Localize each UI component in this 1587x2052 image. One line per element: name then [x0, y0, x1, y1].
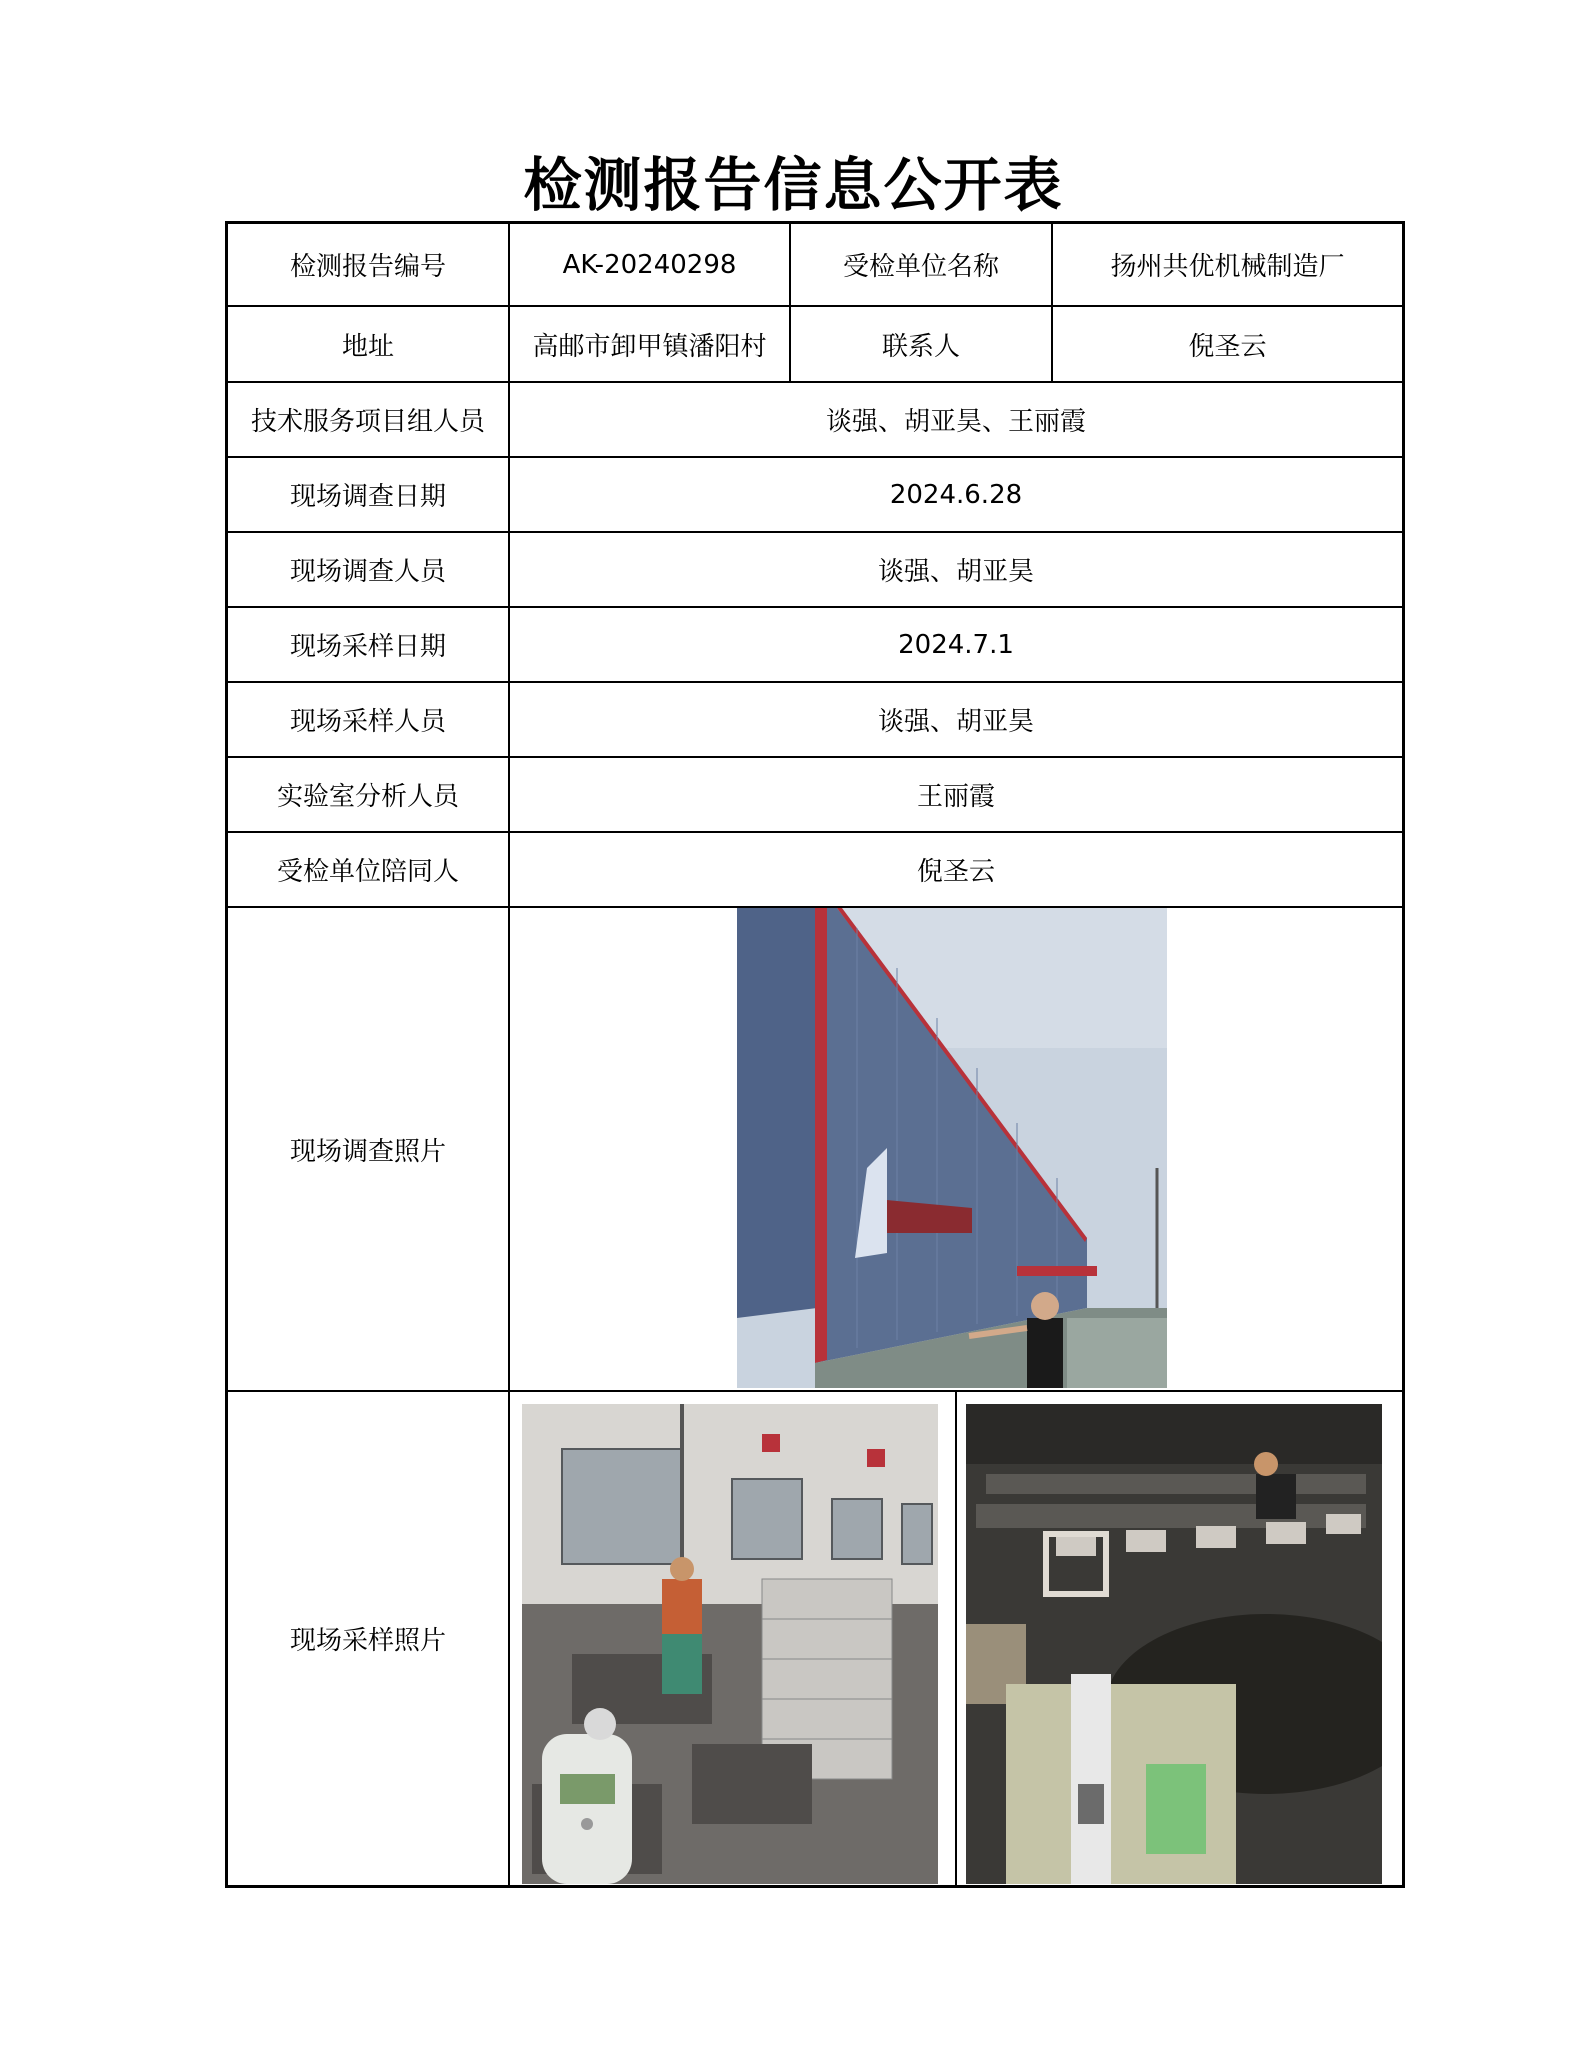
sampling-date-value: 2024.7.1: [898, 629, 1014, 660]
survey-date-value: 2024.6.28: [889, 479, 1023, 510]
sampling-date-label: 现场采样日期: [289, 632, 446, 662]
address-value: 高邮市卸甲镇潘阳村: [532, 331, 767, 362]
report-no-label: 检测报告编号: [289, 252, 446, 282]
team-label: 技术服务项目组人员: [250, 407, 485, 437]
survey-staff-value: 谈强、胡亚昊: [877, 557, 1034, 587]
report-no-value: AK-20240298: [562, 249, 737, 280]
info-table: [225, 221, 1405, 1888]
unit-name-value: 扬州共优机械制造厂: [1110, 252, 1345, 282]
contact-label: 联系人: [881, 331, 960, 362]
contact-value: 倪圣云: [1188, 331, 1267, 362]
lab-staff-value: 王丽霞: [916, 782, 995, 812]
address-label: 地址: [341, 331, 394, 362]
sand-mold-sampler-photo: [966, 1404, 1382, 1884]
survey-photo-label: 现场调查照片: [289, 1136, 446, 1167]
foundry-noise-meter-photo: [522, 1404, 938, 1884]
team-value: 谈强、胡亚昊、王丽霞: [825, 407, 1086, 437]
sampling-staff-value: 谈强、胡亚昊: [877, 707, 1034, 737]
escort-value: 倪圣云: [916, 857, 995, 887]
unit-name-label: 受检单位名称: [842, 252, 999, 282]
survey-date-label: 现场调查日期: [289, 482, 446, 512]
sampling-photo-label: 现场采样照片: [289, 1626, 446, 1656]
survey-staff-label: 现场调查人员: [289, 557, 446, 587]
page-title: 检测报告信息公开表: [523, 151, 1064, 219]
escort-label: 受检单位陪同人: [276, 857, 459, 887]
lab-staff-label: 实验室分析人员: [276, 782, 459, 812]
col-divider: [955, 1390, 957, 1885]
sampling-staff-label: 现场采样人员: [289, 707, 446, 737]
factory-exterior-photo: [737, 908, 1167, 1388]
